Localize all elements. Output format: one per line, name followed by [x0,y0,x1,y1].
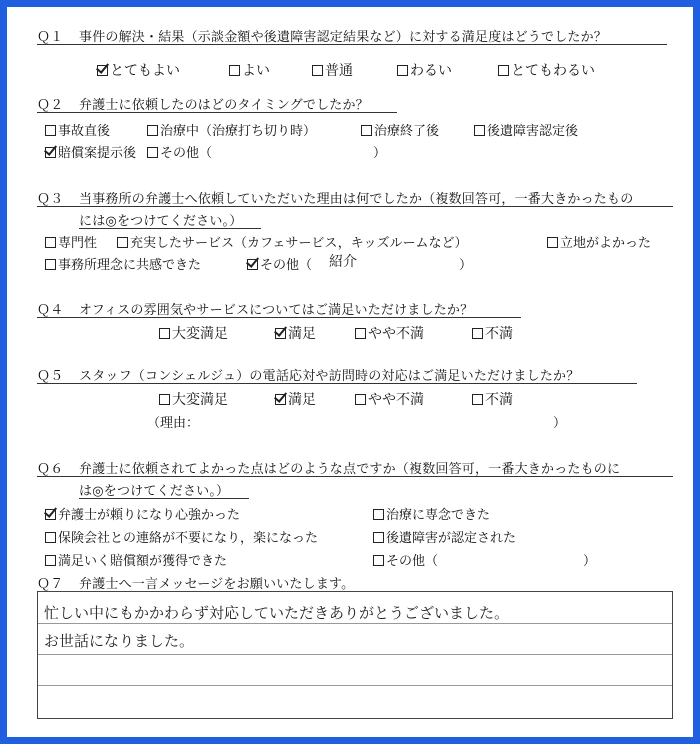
q3-option-2[interactable] [117,232,467,251]
q6-option-label: 満足いく賠償額が獲得できた [58,554,228,569]
q1-number: Ｑ１ [37,30,64,45]
q6-option-5[interactable] [45,550,227,569]
checkbox-icon [547,237,558,248]
q5-number: Ｑ５ [37,369,64,384]
message-rule [38,623,672,624]
q3-option-4[interactable] [45,254,201,273]
q3-option-label: 専門性 [58,236,98,251]
q2-option-label: 事故直後 [58,124,111,139]
q1-option-5[interactable] [498,60,595,80]
q3-underline-1 [37,206,673,207]
q5-option-3[interactable] [355,389,424,409]
q3-option-1[interactable] [45,232,97,251]
checked-box-icon [247,259,258,270]
checkbox-icon [397,65,408,76]
checkbox-icon [355,328,366,339]
q2-option-4[interactable] [474,120,578,139]
q6-text: 弁護士に依頼されてよかった点はどのような点ですか（複数回答可，一番大きかったものに [79,462,621,477]
q2-option-label: 治療終了後 [374,124,440,139]
q4-option-4[interactable] [472,323,513,343]
q2-option-label: その他（ [160,146,213,161]
q5-option-label: やや不満 [368,392,424,408]
q7-message-line-2: お世話になりました。 [44,632,195,650]
checkbox-icon [373,509,384,520]
q2-other-close: ） [373,146,387,161]
q4-underline [37,317,521,318]
q1-option-4[interactable] [397,60,452,80]
q3-underline-2 [79,228,261,229]
checkbox-icon [147,125,158,136]
checkbox-icon [312,65,323,76]
checked-box-icon [45,509,56,520]
checkbox-icon [159,394,170,405]
q1-option-label: とてもわるい [511,63,595,79]
q6-number: Ｑ６ [37,462,64,477]
q2-option-6[interactable] [147,142,212,161]
message-rule [38,685,672,686]
checkbox-icon [472,394,483,405]
checkbox-icon [355,394,366,405]
q5-option-1[interactable] [159,389,228,409]
q5-reason-label: （理由： [147,416,200,431]
q6-option-2[interactable] [373,504,490,523]
q2-underline [37,112,397,113]
q2-option-label: 後遺障害認定後 [487,124,579,139]
q4-option-label: 不満 [485,326,513,342]
q5-option-label: 不満 [485,392,513,408]
q3-option-label: 事務所理念に共感できた [58,258,202,273]
q4-option-label: やや不満 [368,326,424,342]
q3-option-5[interactable] [247,254,312,273]
q5-reason-close: ） [553,416,567,431]
q3-question [37,188,633,207]
q3-question-cont: には◎をつけてください。） [79,214,243,229]
q6-other-close: ） [583,554,597,569]
q4-option-label: 満足 [288,326,316,342]
checkbox-icon [472,328,483,339]
q5-underline [37,383,637,384]
checkbox-icon [229,65,240,76]
checkbox-icon [117,237,128,248]
q5-option-label: 満足 [288,392,316,408]
q3-option-label: 充実したサービス（カフェサービス，キッズルームなど） [130,236,468,251]
q3-option-label: 立地がよかった [560,236,652,251]
q6-option-4[interactable] [373,527,516,546]
q3-number: Ｑ３ [37,192,64,207]
q4-option-1[interactable] [159,323,228,343]
q6-question [37,458,620,477]
q3-other-close: ） [459,258,473,273]
checkbox-icon [498,65,509,76]
q1-underline [37,44,667,45]
q6-underline-2 [79,498,249,499]
q3-option-label: その他（ [260,258,313,273]
q4-option-3[interactable] [355,323,424,343]
checkbox-icon [373,532,384,543]
q6-option-label: 弁護士が頼りになり心強かった [58,508,241,523]
checkbox-icon [45,237,56,248]
q6-question-cont: は◎をつけてください。） [79,484,230,499]
q5-text: スタッフ（コンシェルジュ）の電話応対や訪問時の対応はご満足いただけましたか？ [79,369,580,384]
q1-question [37,26,607,45]
q6-underline-1 [37,476,673,477]
q7-text: 弁護士へ一言メッセージをお願いいたします。 [79,577,355,592]
q7-message-line-1: 忙しい中にもかかわらず対応していただきありがとうございました。 [44,604,510,622]
q6-option-label: その他（ [386,554,439,569]
checked-box-icon [275,394,286,405]
q1-option-2[interactable] [229,60,270,80]
q1-option-label: とてもよい [110,63,180,79]
checked-box-icon [97,65,108,76]
q3-option-3[interactable] [547,232,651,251]
checkbox-icon [373,555,384,566]
q4-option-label: 大変満足 [172,326,228,342]
q2-number: Ｑ２ [37,98,64,113]
q6-option-3[interactable] [45,527,318,546]
checkbox-icon [474,125,485,136]
q1-option-label: よい [242,63,270,79]
q4-text: オフィスの雰囲気やサービスについてはご満足いただけましたか？ [79,303,474,318]
q1-text: 事件の解決・結果（示談金額や後遺障害認定結果など）に対する満足度はどうでしたか？ [79,30,608,45]
q7-message-box[interactable] [37,591,673,719]
q1-option-label: わるい [410,63,452,79]
q6-option-label: 後遺障害が認定された [386,531,517,546]
checkbox-icon [45,532,56,543]
q3-other-written: 紹介 [329,254,357,270]
q2-option-2[interactable] [147,120,316,139]
q3-text: 当事務所の弁護士へ依頼していただいた理由は何でしたか（複数回答可，一番大きかったもの [79,192,634,207]
q2-option-label: 賠償案提示後 [58,146,137,161]
q4-number: Ｑ４ [37,303,64,318]
q2-option-1[interactable] [45,120,110,139]
q6-option-label: 治療に専念できた [386,508,491,523]
q2-option-3[interactable] [361,120,439,139]
checkbox-icon [159,328,170,339]
q5-option-4[interactable] [472,389,513,409]
checked-box-icon [45,147,56,158]
q7-question [37,573,354,592]
q6-option-6[interactable] [373,550,438,569]
q1-option-1[interactable] [97,60,180,80]
q2-question [37,94,369,113]
q1-option-label: 普通 [325,63,353,79]
q4-option-2[interactable] [275,323,316,343]
q2-text: 弁護士に依頼したのはどのタイミングでしたか？ [79,98,369,113]
checkbox-icon [45,125,56,136]
checkbox-icon [45,259,56,270]
q5-question [37,365,579,384]
checkbox-icon [147,147,158,158]
checked-box-icon [275,328,286,339]
q7-number: Ｑ７ [37,577,64,592]
q5-option-2[interactable] [275,389,316,409]
message-rule [38,654,672,655]
q1-option-3[interactable] [312,60,353,80]
q6-option-1[interactable] [45,504,240,523]
q4-question [37,299,473,318]
checkbox-icon [45,555,56,566]
q5-option-label: 大変満足 [172,392,228,408]
q6-option-label: 保険会社との連絡が不要になり，楽になった [58,531,319,546]
q2-option-5[interactable] [45,142,136,161]
checkbox-icon [361,125,372,136]
q2-option-label: 治療中（治療打ち切り時） [160,124,317,139]
